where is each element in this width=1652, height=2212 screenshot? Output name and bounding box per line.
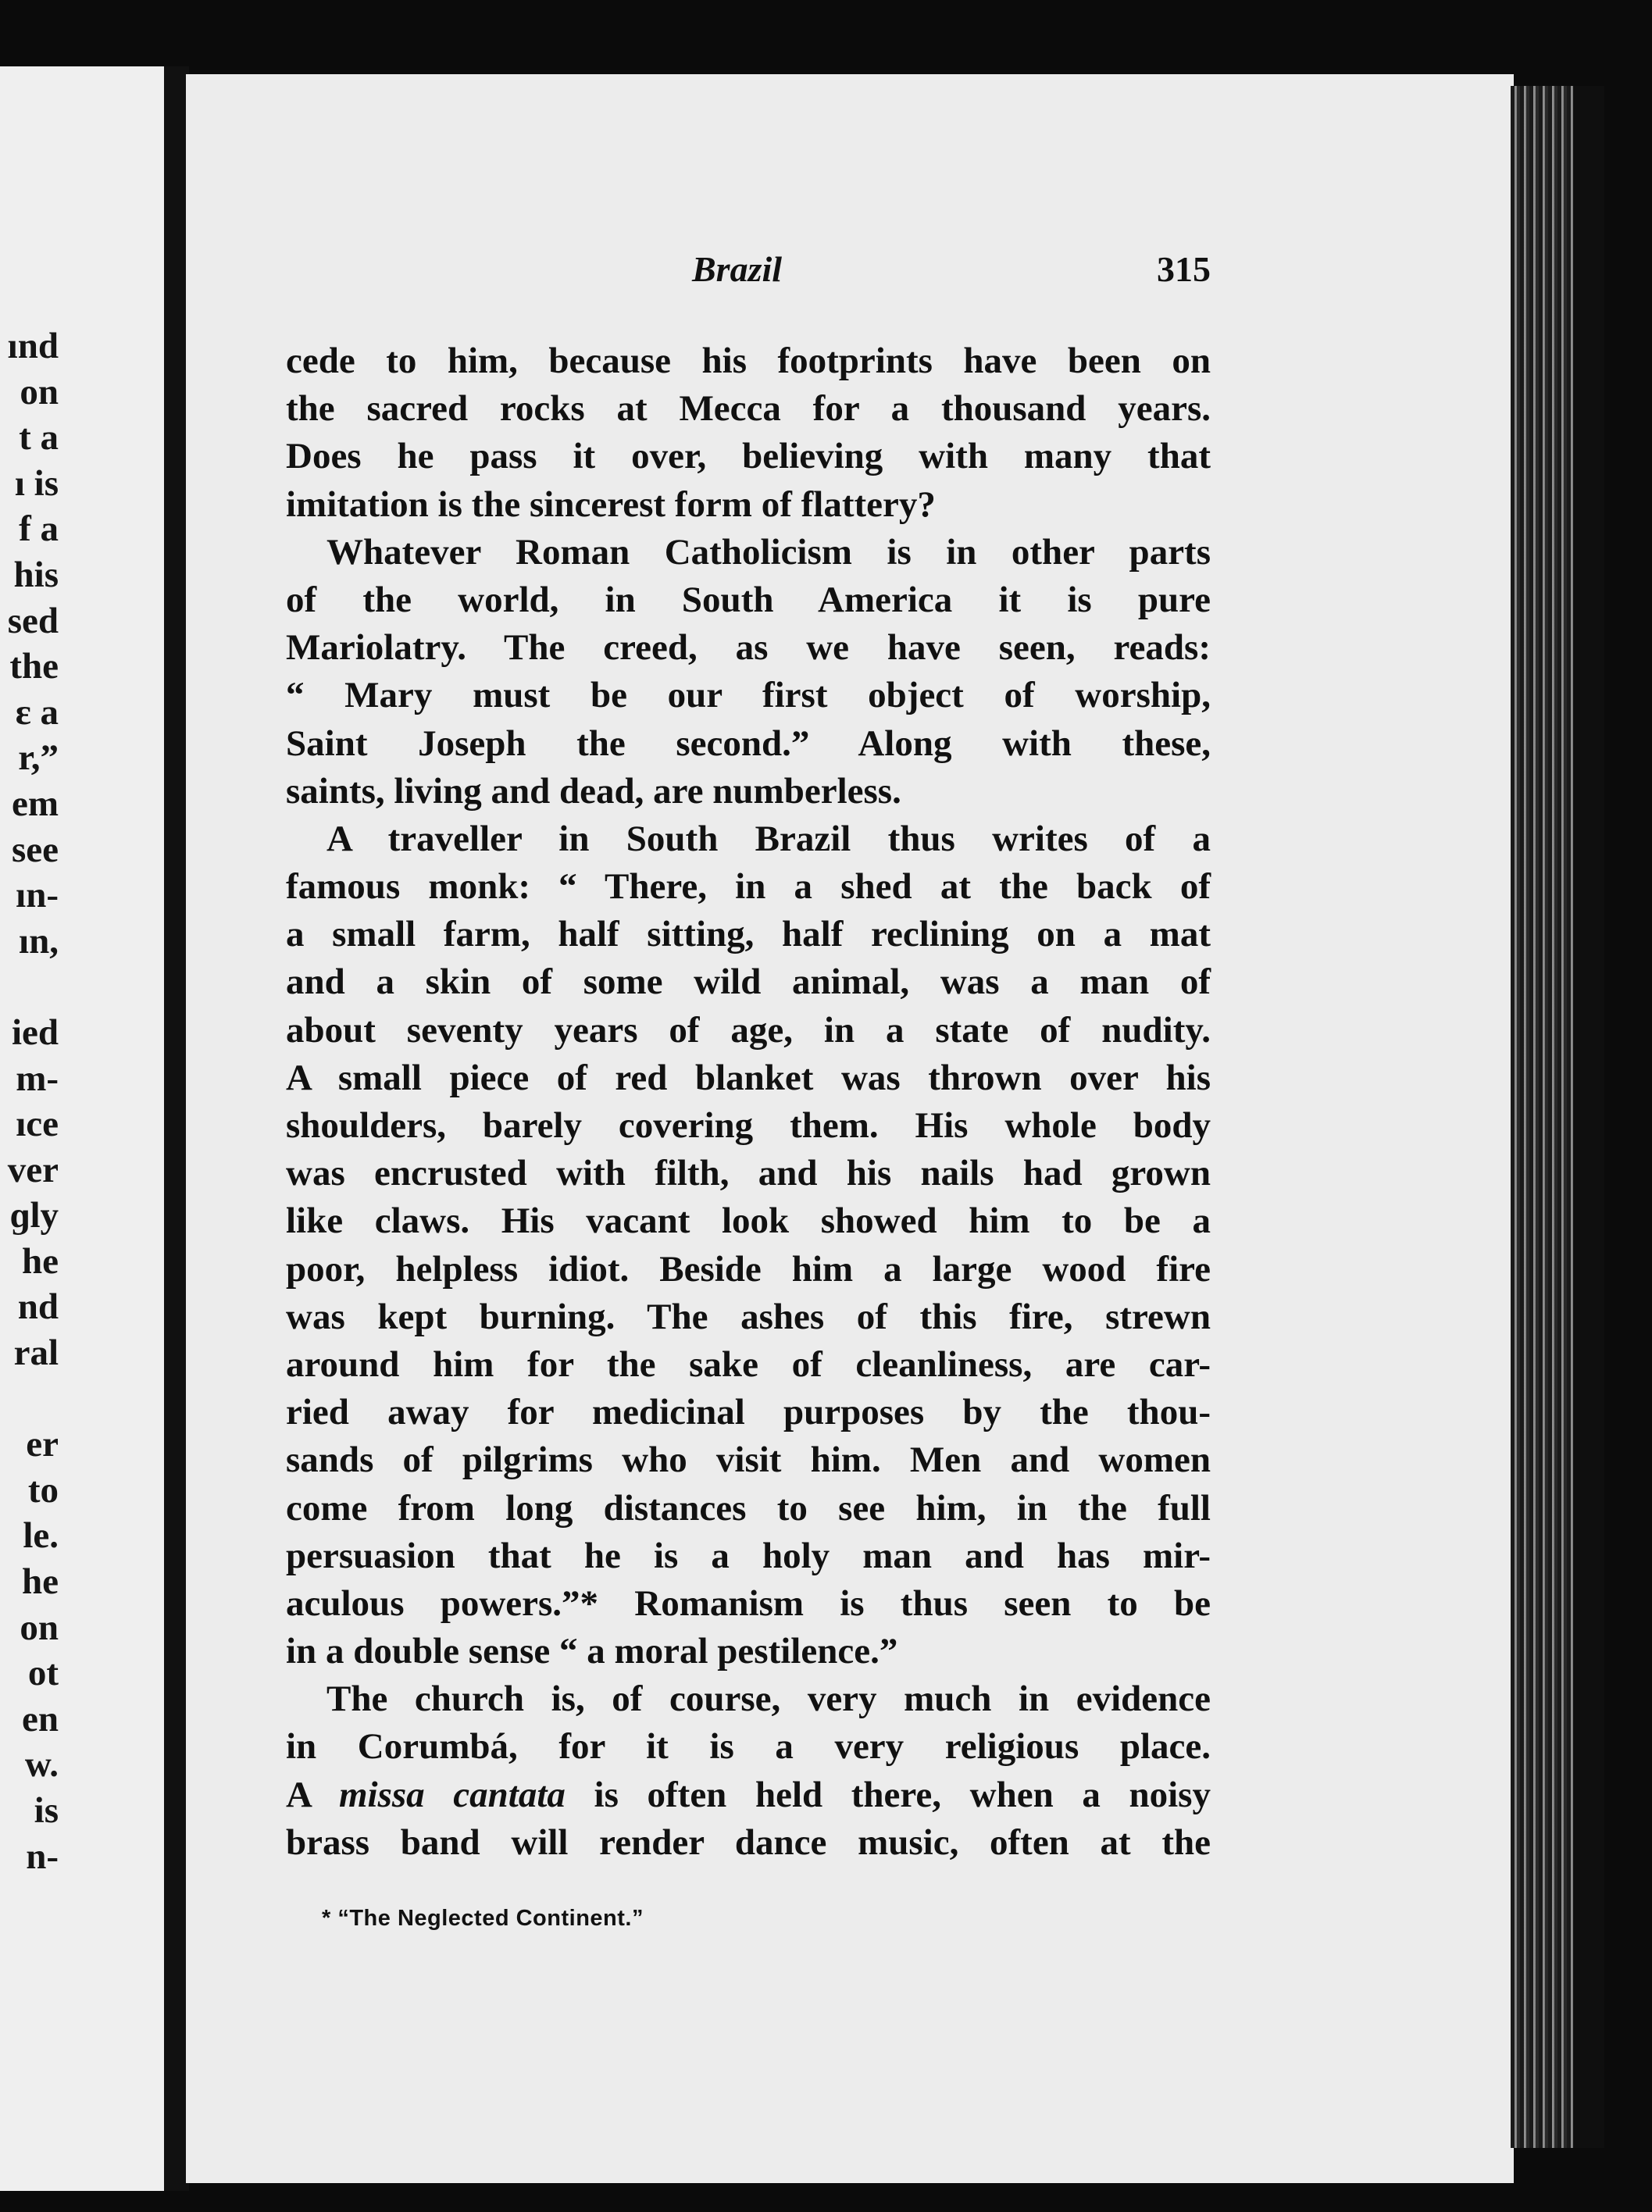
page-edges-stack: [1511, 86, 1604, 2148]
text-line: aculous powers.”* Romanism is thus seen to be: [286, 1582, 1211, 1624]
text-line: Mariolatry. The creed, as we have seen, reads:: [286, 627, 1211, 669]
left-page-fragment: le.: [23, 1515, 59, 1557]
text-line: A small piece of red blanket was thrown over his: [286, 1057, 1211, 1098]
left-page-fragment: er: [26, 1424, 59, 1465]
left-page-fragment: r,”: [18, 737, 59, 779]
left-page-fragment: ɡly: [9, 1195, 59, 1236]
page-number: 315: [1157, 249, 1211, 289]
left-page-fragment: his: [13, 554, 59, 595]
text-line: persuasion that he is a holy man and has mir-: [286, 1535, 1211, 1576]
left-page-fragment: f a: [19, 508, 59, 550]
text-line: ried away for medicinal purposes by the thou-: [286, 1392, 1211, 1433]
text-line: imitation is the sincerest form of flattery?: [286, 483, 936, 525]
left-page-fragment: ral: [13, 1333, 59, 1374]
left-page-fragment: nd: [17, 1286, 59, 1328]
left-page-fragment: em: [11, 783, 59, 824]
text-line: around him for the sake of cleanliness, are car-: [286, 1343, 1211, 1385]
left-page-fragment: ınd: [7, 326, 59, 366]
text-line: like claws. His vacant look showed him to be a: [286, 1201, 1211, 1242]
left-page-fragment: is: [34, 1790, 59, 1831]
running-title: Brazil: [692, 249, 783, 289]
left-page-fragment: w.: [24, 1744, 59, 1786]
paragraph: [286, 1675, 1211, 1867]
text-line: cede to him, because his footprints have been on: [286, 341, 1211, 381]
paragraph: [286, 337, 1211, 529]
text-line: A traveller in South Brazil thus writes of a: [326, 818, 1211, 859]
left-page-fragment: ın,: [19, 920, 59, 962]
left-page-fragment: m-: [16, 1058, 59, 1099]
left-page-fragment: ıce: [16, 1104, 59, 1145]
left-page-fragment: he: [22, 1561, 59, 1603]
footnote: * “The Neglected Continent.”: [322, 1906, 644, 1931]
left-page-fragment: ied: [11, 1011, 59, 1053]
left-page-fragment: see: [11, 829, 59, 870]
left-page-fragment: the: [9, 646, 59, 687]
text-line: a small farm, half sitting, half reclining on a mat: [286, 914, 1211, 955]
left-page-fragment: ɛ a: [15, 691, 59, 733]
left-page-fragment: on: [20, 371, 59, 412]
paragraph: [286, 529, 1211, 815]
left-page-fragment: [0, 964, 59, 1010]
body-text: [286, 337, 1211, 1867]
paragraph: [286, 815, 1211, 1675]
text-line: was encrusted with filth, and his nails had grown: [286, 1153, 1211, 1194]
left-page-fragment: t a: [19, 417, 59, 458]
text-line: A missa cantata is often held there, when a noisy: [286, 1774, 1211, 1815]
left-page-fragment: ın-: [16, 875, 59, 916]
page-header: [286, 248, 1211, 303]
text-line: Saint Joseph the second.” Along with these,: [286, 722, 1211, 764]
text-line: and a skin of some wild animal, was a man of: [286, 962, 1211, 1003]
text-line: in Corumbá, for it is a very religious place.: [286, 1726, 1211, 1768]
text-line: Whatever Roman Catholicism is in other parts: [326, 531, 1211, 573]
text-line: was kept burning. The ashes of this fire, strewn: [286, 1296, 1211, 1337]
left-page-fragment: ot: [27, 1653, 59, 1694]
text-line: come from long distances to see him, in the full: [286, 1487, 1211, 1529]
text-line: The church is, of course, very much in evidence: [326, 1679, 1211, 1720]
text-line: about seventy years of age, in a state of nudity.: [286, 1009, 1211, 1051]
text-line: brass band will render dance music, often at the: [286, 1821, 1211, 1863]
text-line: in a double sense “ a moral pestilence.”: [286, 1631, 898, 1672]
text-line: poor, helpless idiot. Beside him a large wood fire: [286, 1248, 1211, 1290]
left-page-fragment: ı is: [14, 462, 59, 504]
left-page-fragment: on: [20, 1607, 59, 1648]
text-line: famous monk: “ There, in a shed at the back of: [286, 866, 1211, 908]
text-line: of the world, in South America it is pure: [286, 579, 1211, 620]
text-line: sands of pilgrims who visit him. Men and women: [286, 1440, 1211, 1481]
text-line: “ Mary must be our first object of worship,: [286, 675, 1211, 716]
text-line: Does he pass it over, believing with many that: [286, 436, 1211, 477]
left-page-text-fragments: [0, 323, 59, 1879]
text-line: shoulders, barely covering them. His whole body: [286, 1105, 1211, 1146]
text-line: saints, living and dead, are numberless.: [286, 770, 901, 812]
text-line: the sacred rocks at Mecca for a thousand years.: [286, 388, 1211, 430]
left-page-fragment: [0, 1376, 59, 1422]
left-page-fragment: sed: [7, 600, 59, 641]
left-page-fragment: n-: [26, 1836, 59, 1877]
left-page-fragment: ver: [7, 1149, 59, 1190]
left-page-fragment: to: [27, 1469, 59, 1511]
left-page-fragment: he: [22, 1240, 59, 1282]
left-page-fragment: en: [22, 1698, 59, 1739]
